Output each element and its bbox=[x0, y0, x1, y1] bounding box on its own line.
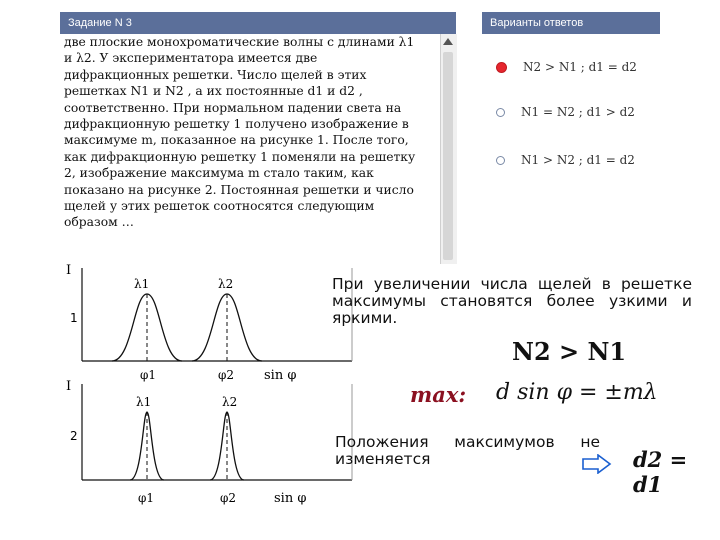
graph2-number: 2 bbox=[70, 429, 78, 443]
answer-option-3[interactable] bbox=[496, 153, 635, 167]
task-text bbox=[60, 32, 430, 231]
answer-option-3-text: N1 > N2 ; d1 = d2 bbox=[521, 153, 635, 167]
task-text-line: дифракционную решетку 1 получено изображение в bbox=[64, 117, 409, 132]
task-scrollbar[interactable] bbox=[440, 34, 457, 264]
task-text-line: решетках N1 и N2 , а их постоянные d1 и d2 , bbox=[64, 84, 363, 99]
graph1-x-label: sin φ bbox=[264, 368, 297, 383]
graph-2 bbox=[66, 379, 352, 506]
radio-icon[interactable] bbox=[496, 108, 505, 117]
answer-option-1[interactable] bbox=[496, 60, 637, 74]
graphs-figure bbox=[52, 262, 372, 522]
graph1-number: 1 bbox=[70, 311, 78, 325]
task-text-line: щелей у этих решеток соотносятся следующим bbox=[64, 199, 375, 214]
answer-option-2-text: N1 = N2 ; d1 > d2 bbox=[521, 105, 635, 119]
graph1-phi2: φ2 bbox=[218, 368, 235, 382]
answers-title: Варианты ответов bbox=[490, 17, 584, 29]
task-text-line: 2, изображение максимума m стало таким, как bbox=[64, 166, 374, 181]
answer-option-2[interactable] bbox=[496, 105, 635, 119]
task-panel bbox=[60, 32, 430, 264]
graph2-x-label: sin φ bbox=[274, 491, 307, 506]
graph1-phi1: φ1 bbox=[140, 368, 157, 382]
scroll-track[interactable] bbox=[443, 52, 453, 260]
graph1-y-label: I bbox=[66, 263, 72, 278]
radio-selected-icon[interactable] bbox=[496, 62, 507, 73]
task-text-line: образом … bbox=[64, 215, 134, 230]
graph1-lambda1: λ1 bbox=[134, 277, 150, 291]
answers-header bbox=[482, 12, 660, 34]
task-text-line: дифракционных решетки. Число щелей в этих bbox=[64, 67, 367, 82]
task-title: Задание N 3 bbox=[68, 17, 132, 29]
task-text-line: соответственно. При нормальном падении света на bbox=[64, 100, 402, 115]
task-text-line: две плоские монохроматические волны с длинами λ1 bbox=[64, 35, 415, 49]
graph1-lambda2: λ2 bbox=[218, 277, 234, 291]
formula-text: d sin φ = ±mλ bbox=[496, 380, 658, 405]
task-text-line: и λ2. У экспериментатора имеется две bbox=[64, 51, 318, 66]
graph2-phi2: φ2 bbox=[220, 491, 237, 505]
graph2-y-label: I bbox=[66, 379, 72, 394]
positions-text: Положения максимумов не изменяется bbox=[335, 433, 600, 468]
task-header bbox=[60, 12, 456, 34]
answer-option-1-text: N2 > N1 ; d1 = d2 bbox=[523, 60, 637, 74]
graph2-phi1: φ1 bbox=[138, 491, 155, 505]
scroll-up-arrow-icon[interactable] bbox=[443, 38, 453, 45]
task-text-line: показано на рисунке 2. Постоянная решетки и число bbox=[64, 182, 414, 197]
statement-text: При увеличении числа щелей в решетке максимумы становятся более узкими и яркими. bbox=[332, 275, 692, 327]
graph-1 bbox=[66, 263, 352, 383]
graph2-lambda2: λ2 bbox=[222, 395, 238, 409]
conclusion-text: d2 = d1 bbox=[633, 447, 688, 497]
graph2-lambda1: λ1 bbox=[136, 395, 152, 409]
max-label: max: bbox=[410, 382, 467, 407]
arrow-right-icon bbox=[582, 454, 612, 474]
task-text-line: максимуме m, показанное на рисунке 1. После того, bbox=[64, 133, 409, 148]
relation-text: N2 > N1 bbox=[512, 337, 627, 366]
radio-icon[interactable] bbox=[496, 156, 505, 165]
task-text-line: как дифракционную решетку 1 поменяли на решетку bbox=[64, 149, 416, 164]
